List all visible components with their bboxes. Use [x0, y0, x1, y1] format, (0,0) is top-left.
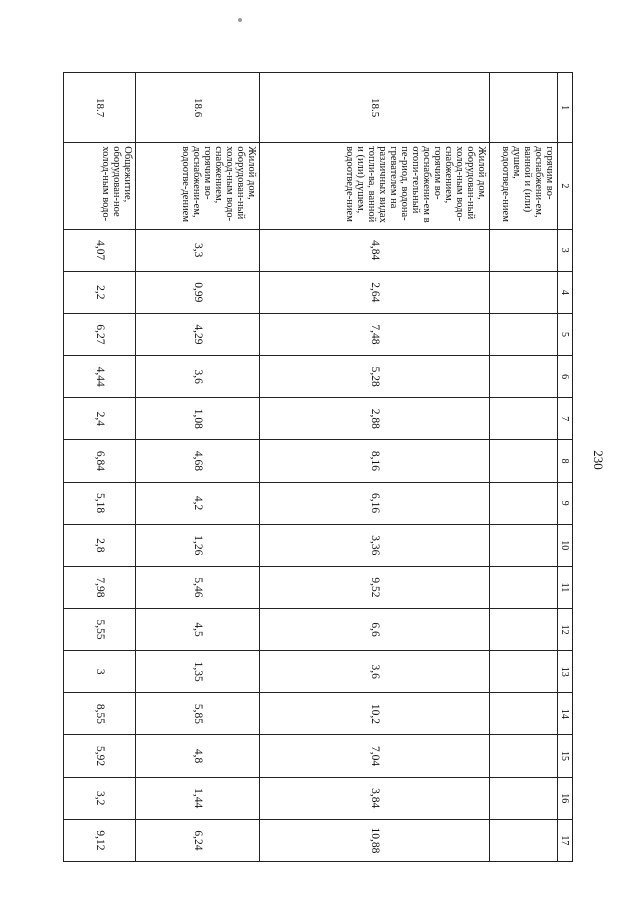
value-cell: 3,6	[260, 651, 490, 693]
row-id: 18.6	[136, 73, 260, 143]
value-cell: 1,26	[136, 524, 260, 566]
column-number-row	[558, 73, 573, 862]
value-cell: 4,2	[136, 482, 260, 524]
column-number: 2	[558, 143, 573, 229]
column-number: 10	[558, 524, 573, 566]
value-cell: 7,98	[64, 566, 136, 608]
value-cell: 5,55	[64, 609, 136, 651]
row-description: Жилой дом, оборудован-ный холод-ным водо-снабжением, горячим во-доснабжени-ем, водоотве-дением	[136, 143, 260, 229]
value-cell: 2,2	[64, 271, 136, 313]
value-cell	[490, 440, 558, 482]
column-number: 7	[558, 398, 573, 440]
value-cell: 5,28	[260, 356, 490, 398]
value-cell: 6,24	[136, 819, 260, 861]
value-cell	[490, 735, 558, 777]
value-cell: 3,2	[64, 777, 136, 819]
value-cell: 8,16	[260, 440, 490, 482]
value-cell: 4,5	[136, 609, 260, 651]
value-cell: 6,84	[64, 440, 136, 482]
value-cell	[490, 609, 558, 651]
value-cell	[490, 819, 558, 861]
value-cell: 7,48	[260, 313, 490, 355]
value-cell	[490, 482, 558, 524]
value-cell	[490, 777, 558, 819]
value-cell: 2,4	[64, 398, 136, 440]
value-cell	[490, 356, 558, 398]
column-number: 9	[558, 482, 573, 524]
value-cell: 5,46	[136, 566, 260, 608]
column-number: 6	[558, 356, 573, 398]
row-id: 18.5	[260, 73, 490, 143]
value-cell: 4,07	[64, 229, 136, 271]
value-cell: 0,99	[136, 271, 260, 313]
value-cell	[490, 398, 558, 440]
table-row	[260, 73, 490, 862]
tariff-table-rotated	[65, 72, 573, 862]
column-number: 4	[558, 271, 573, 313]
value-cell: 1,35	[136, 651, 260, 693]
value-cell	[490, 271, 558, 313]
column-number: 5	[558, 313, 573, 355]
column-number: 3	[558, 229, 573, 271]
value-cell: 2,88	[260, 398, 490, 440]
row-id	[490, 73, 558, 143]
value-cell: 4,68	[136, 440, 260, 482]
value-cell	[490, 651, 558, 693]
column-number: 16	[558, 777, 573, 819]
value-cell	[490, 566, 558, 608]
value-cell: 3,6	[136, 356, 260, 398]
row-description: горячим во-доснабжени-ем, ванной и (или) душем, водоотведе-нием	[490, 143, 558, 229]
value-cell: 3,84	[260, 777, 490, 819]
value-cell: 6,27	[64, 313, 136, 355]
value-cell: 5,92	[64, 735, 136, 777]
value-cell: 7,04	[260, 735, 490, 777]
column-number: 15	[558, 735, 573, 777]
value-cell: 2,64	[260, 271, 490, 313]
tariff-table	[63, 72, 573, 862]
page-number: 230	[591, 450, 606, 470]
column-number: 11	[558, 566, 573, 608]
value-cell: 1,44	[136, 777, 260, 819]
row-description: Жилой дом, оборудован-ный холод-ным водо-снабжением, горячим во-доснабжени-ем в отопи-тельный пе-риод, водона-гревателем на различных видах топли-ва, ванной и (или) душем, водоотведе-нием	[260, 143, 490, 229]
column-number: 12	[558, 609, 573, 651]
column-number: 13	[558, 651, 573, 693]
value-cell: 9,12	[64, 819, 136, 861]
table-row	[490, 73, 558, 862]
row-id: 18.7	[64, 73, 136, 143]
value-cell: 1,08	[136, 398, 260, 440]
value-cell: 5,18	[64, 482, 136, 524]
value-cell: 2,8	[64, 524, 136, 566]
value-cell: 10,88	[260, 819, 490, 861]
value-cell	[490, 229, 558, 271]
value-cell: 8,55	[64, 693, 136, 735]
value-cell: 6,6	[260, 609, 490, 651]
value-cell	[490, 524, 558, 566]
value-cell: 10,2	[260, 693, 490, 735]
column-number: 14	[558, 693, 573, 735]
column-number: 1	[558, 73, 573, 143]
value-cell	[490, 693, 558, 735]
value-cell: 3	[64, 651, 136, 693]
value-cell: 5,85	[136, 693, 260, 735]
value-cell: 9,52	[260, 566, 490, 608]
table-row	[136, 73, 260, 862]
value-cell: 3,3	[136, 229, 260, 271]
value-cell: 4,29	[136, 313, 260, 355]
value-cell: 6,16	[260, 482, 490, 524]
row-description: Общежитие, оборудован-ное холод-ным водо-	[64, 143, 136, 229]
value-cell	[490, 313, 558, 355]
value-cell: 3,36	[260, 524, 490, 566]
table-row	[64, 73, 136, 862]
value-cell: 4,8	[136, 735, 260, 777]
column-number: 17	[558, 819, 573, 861]
value-cell: 4,44	[64, 356, 136, 398]
value-cell: 4,84	[260, 229, 490, 271]
column-number: 8	[558, 440, 573, 482]
